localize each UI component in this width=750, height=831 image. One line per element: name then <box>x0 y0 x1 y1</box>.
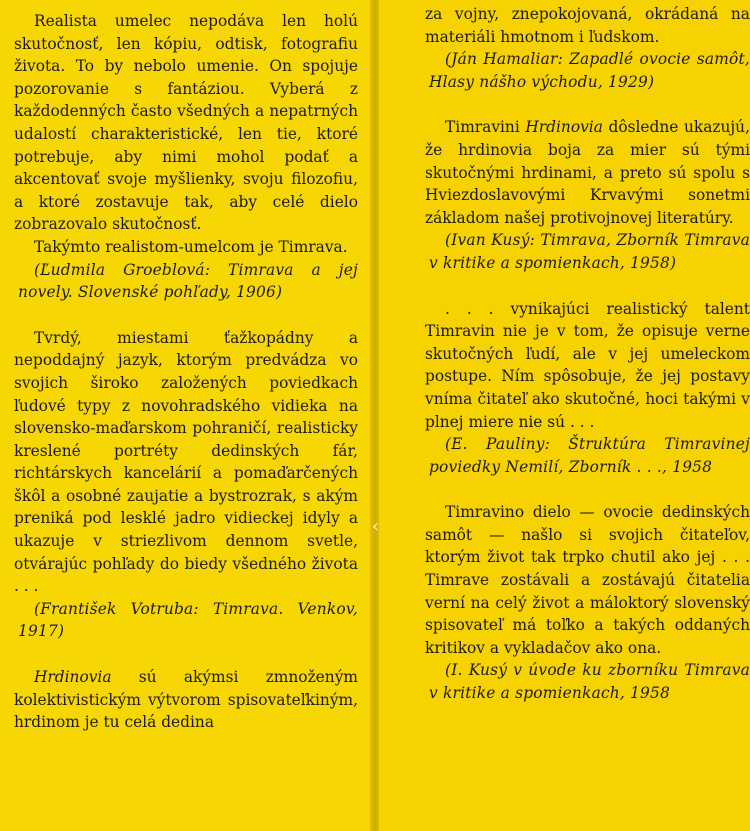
right-citation-3-text: (E. Pauliny: Štruktúra Timravinej poviedky Nemilí, Zborník . . ., 1958 <box>429 435 750 476</box>
right-page <box>379 0 750 831</box>
spacer <box>425 275 750 298</box>
left-citation-1-text: (Ľudmila Groeblová: Timrava a jej novely. Slovenské pohľady, 1906) <box>18 260 358 302</box>
right-paragraph-4: Timravino dielo — ovocie dedinských samôt — našlo si svojich čitateľov, ktorým život tak trpko chutil ako jej . . . Timrave zostávali a zostávajú čitatelia verní na celý život a máloktorý slovenský spisovateľ má toľko a takých oddaných kritikov a vykladačov ako ona. <box>425 503 750 657</box>
left-paragraph-4-text: sú akýmsi zmnoženým kolektivistickým výtvorom spisovateľkiným, hrdinom je tu celá dedina <box>14 668 358 732</box>
spacer <box>14 304 358 327</box>
right-paragraph-2-start: Timravini <box>445 118 526 137</box>
paper-crease-mark: ‹ <box>372 516 380 537</box>
spacer <box>425 93 750 116</box>
right-citation-1 <box>425 48 750 93</box>
left-page <box>0 0 372 831</box>
left-paragraph-3: Tvrdý, miestami ťažkopádny a nepoddajný jazyk, ktorým predvádza vo svojich široko založených poviedkach ľudové typy z novohradského vidieka na slovensko-maďarskom pohraničí, realisticky kreslené portréty dedinských fár, richtárskych kancelárií a pomaďarčených škôl a osobné zaujatie a bystrozrak, s akým preniká pod lesklé jadro vidieckej idyly a ukazuje v striezlivom dennom svetle, otvárajúc pohľady do biedy všedného života . . . <box>14 328 358 596</box>
left-citation-1 <box>14 259 358 304</box>
right-citation-2-text: (Ivan Kusý: Timrava, Zborník Timrava v kritike a spomienkach, 1958) <box>429 231 750 272</box>
title-hrdinovia: Hrdinovia <box>34 668 112 687</box>
right-citation-4-text: (I. Kusý v úvode ku zborníku Timrava v kritike a spomienkach, 1958 <box>429 661 750 703</box>
spacer <box>425 478 750 501</box>
title-hrdinovia-right: Hrdinovia <box>525 118 603 137</box>
left-paragraph-2: Takýmto realistom-umelcom je Timrava. <box>34 237 348 256</box>
right-citation-3 <box>425 433 750 478</box>
right-paragraph-2 <box>425 116 750 229</box>
left-citation-2 <box>14 598 358 643</box>
right-citation-4 <box>425 659 750 704</box>
left-paragraph-4 <box>14 666 358 734</box>
right-text-column <box>425 3 750 705</box>
left-text-column <box>14 10 358 734</box>
left-paragraph-1: Realista umelec nepodáva len holú skutočnosť, len kópiu, odtisk, fotografiu života. To by nebolo umenie. On spojuje pozorovanie s fantáziou. Vyberá z každodenných často všedných a nepatrných udalostí charakteristické, len tie, ktoré potrebuje, aby nimi mohol podať a akcentovať svoje myšlienky, svoju filozofiu, a ktoré zostavuje tak, aby celé dielo zobrazovalo skutočnosť. <box>14 12 358 234</box>
right-citation-1-text: (Ján Hamaliar: Zapadlé ovocie samôt, Hlasy nášho východu, 1929) <box>429 50 750 91</box>
right-paragraph-2-rest: dôsledne ukazujú, že hrdinovia boja za mier sú tými skutočnými hrdinami, a preto sú spolu s Hviezdoslavovými Krvavými sonetmi základom našej protivojnovej literatúry. <box>425 118 750 227</box>
left-citation-2-text: (František Votruba: Timrava. Venkov, 1917) <box>18 599 358 641</box>
right-paragraph-1: za vojny, znepokojovaná, okrádaná na materiáli hmotnom i ľudskom. <box>425 5 750 46</box>
right-paragraph-3: . . . vynikajúci realistický talent Timravin nie je v tom, že opisuje verne skutočných ľudí, ale v jej umeleckom postupe. Ním spôsobuje, že jej postavy vníma čitateľ ako skutočné, hoci takými v plnej miere nie sú . . . <box>425 299 750 431</box>
spacer <box>14 643 358 666</box>
right-citation-2 <box>425 229 750 274</box>
